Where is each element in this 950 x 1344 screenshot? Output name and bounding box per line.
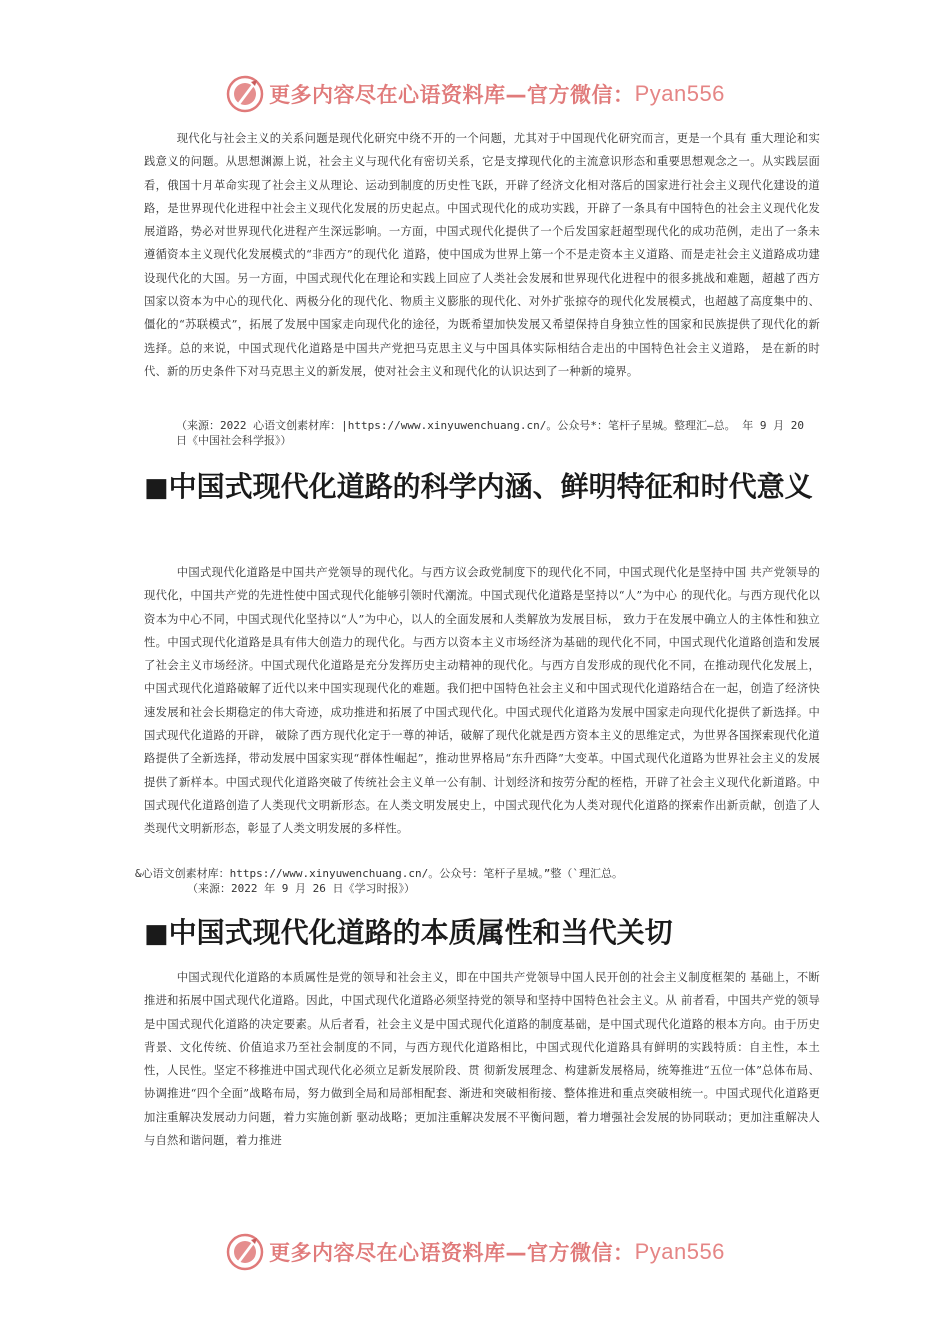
section2-source-line1 [135,866,835,881]
banner-text: 更多内容尽在心语资料库—官方微信： [269,1241,635,1265]
section2-source-line2 [187,881,787,896]
section2-title: 中国式现代化道路的科学内涵、鲜明特征和时代意义 [168,470,813,503]
section2-source-a: &心语文创素材库：https://www.xinyuwenchuang.cn/。公众号：笔杆子星城。”整（`理汇总。 [135,867,624,880]
section2-heading [144,466,824,509]
brand-logo-icon [225,1232,265,1272]
section2-source-b: （来源：2022 年 9 月 26 日《学习时报》） [187,882,415,895]
banner-wechat-id: Pyan556 [634,81,725,106]
section3-heading [144,912,824,955]
header-banner [0,72,950,116]
section2-paragraph: 中国式现代化道路是中国共产党领导的现代化。与西方议会政党制度下的现代化不同，中国式现代化是坚持中国 共产党领导的现代化，中国共产党的先进性使中国式现代化能够引领时代潮流。中国式现代化道路是坚持以“人”为中心 的现代化。与西方现代化以资本为中心不同，中国式现代化坚持以“人”为中心，以人的全面发展和人类解放为发展目标， 致力于在发展中确立人的主体性和独立性。中国式现代化道路是具有伟大创造力的现代化。与西方以资本主义市场经济为基础的现代化不同，中国式现代化道路创造和发展了社会主义市场经济。中国式现代化道路是充分发挥历史主动精神的现代化。与西方自发形成的现代化不同，在推动现代化发展上，中国式现代化道路破解了近代以来中国实现现代化的难题。我们把中国特色社会主义和中国式现代化道路结合在一起，创造了经济快速发展和社会长期稳定的伟大奇迹，成功推进和拓展了中国式现代化。中国式现代化道路为发展中国家走向现代化提供了新选择。中国式现代化道路的开辟， 破除了西方现代化定于一尊的神话，破解了现代化就是西方资本主义的思维定式，为世界各国探索现代化道路提供了全新选择，带动发展中国家实现“群体性崛起”，推动世界格局“东升西降”大变革。中国式现代化道路为世界社会主义的发展提供了新样本。中国式现代化道路突破了传统社会主义单一公有制、计划经济和按劳分配的桎梏，开辟了社会主义现代化新道路。中国式现代化道路创造了人类现代文明新形态。在人类文明发展史上，中国式现代化为人类对现代化道路的探索作出新贡献，创造了人类现代文明新形态，彰显了人类文明发展的多样性。 [144,566,820,836]
section1-paragraph: 现代化与社会主义的关系问题是现代化研究中绕不开的一个问题，尤其对于中国现代化研究而言，更是一个具有 重大理论和实践意义的问题。从思想渊源上说，社会主义与现代化有密切关系，它是支撑现代化的主流意识形态和重要思想观念之一。从实践层面看，俄国十月革命实现了社会主义从理论、运动到制度的历史性飞跃，开辟了经济文化相对落后的国家进行社会主义现代化建设的道路，是世界现代化进程中社会主义现代化发展的历史起点。中国式现代化的成功实践，开辟了一条具有中国特色的社会主义现代化发展道路，势必对世界现代化进程产生深远影响。一方面，中国式现代化提供了一个后发国家赶超型现代化的成功范例，走出了一条未遵循资本主义现代化发展模式的“非西方”的现代化 道路，使中国成为世界上第一个不是走资本主义道路、而是走社会主义道路成功建设现代化的大国。另一方面，中国式现代化在理论和实践上回应了人类社会发展和世界现代化进程中的很多挑战和难题，超越了西方国家以资本为中心的现代化、两极分化的现代化、物质主义膨胀的现代化、对外扩张掠夺的现代化发展模式，也超越了高度集中的、僵化的“苏联模式”，拓展了发展中国家走向现代化的途径，为既希望加快发展又希望保持自身独立性的国家和民族提供了现代化的新选择。总的来说，中国式现代化道路是中国共产党把马克思主义与中国具体实际相结合走出的中国特色社会主义道路， 是在新的时代、新的历史条件下对马克思主义的新发展，使对社会主义和现代化的认识达到了一种新的境界。 [144,132,820,378]
section3-body [144,966,820,1152]
banner-wechat-id: Pyan556 [634,1239,725,1264]
footer-banner [0,1230,950,1274]
brand-logo-icon [225,74,265,114]
banner-text: 更多内容尽在心语资料库—官方微信： [269,83,635,107]
section3-paragraph: 中国式现代化道路的本质属性是党的领导和社会主义，即在中国共产党领导中国人民开创的社会主义制度框架的 基础上，不断推进和拓展中国式现代化道路。因此，中国式现代化道路必须坚持党的领导和坚持中国特色社会主义。从 前者看，中国共产党的领导是中国式现代化道路的决定要素。从后者看，社会主义是中国式现代化道路的制度基础，是中国式现代化道路的根本方向。由于历史背景、文化传统、价值追求乃至社会制度的不同，与西方现代化道路相比，中国式现代化道路具有鲜明的实践特质：自主性，本土性，人民性。坚定不移推进中国式现代化必须立足新发展阶段、贯 彻新发展理念、构建新发展格局，统筹推进“五位一体”总体布局、协调推进“四个全面”战略布局，努力做到全局和局部相配套、渐进和突破相衔接、整体推进和重点突破相统一。中国式现代化道路更加注重解决发展动力问题，着力实施创新 驱动战略；更加注重解决发展不平衡问题，着力增强社会发展的协同联动；更加注重解决人与自然和谐问题，着力推进 [144,971,820,1148]
square-bullet-icon: ■ [144,473,169,503]
square-bullet-icon: ■ [144,919,169,949]
section1-source-text: （来源：2022 心语文创素材库：|https://www.xinyuwenchuang.cn/。公众号*：笔杆子星城。整理汇—总。 年 9 月 20 日《中国社会科学报》） [176,419,805,447]
section1-source [176,418,816,448]
section1-body [144,127,820,383]
section3-title: 中国式现代化道路的本质属性和当代关切 [168,916,673,949]
section2-body [144,561,820,841]
